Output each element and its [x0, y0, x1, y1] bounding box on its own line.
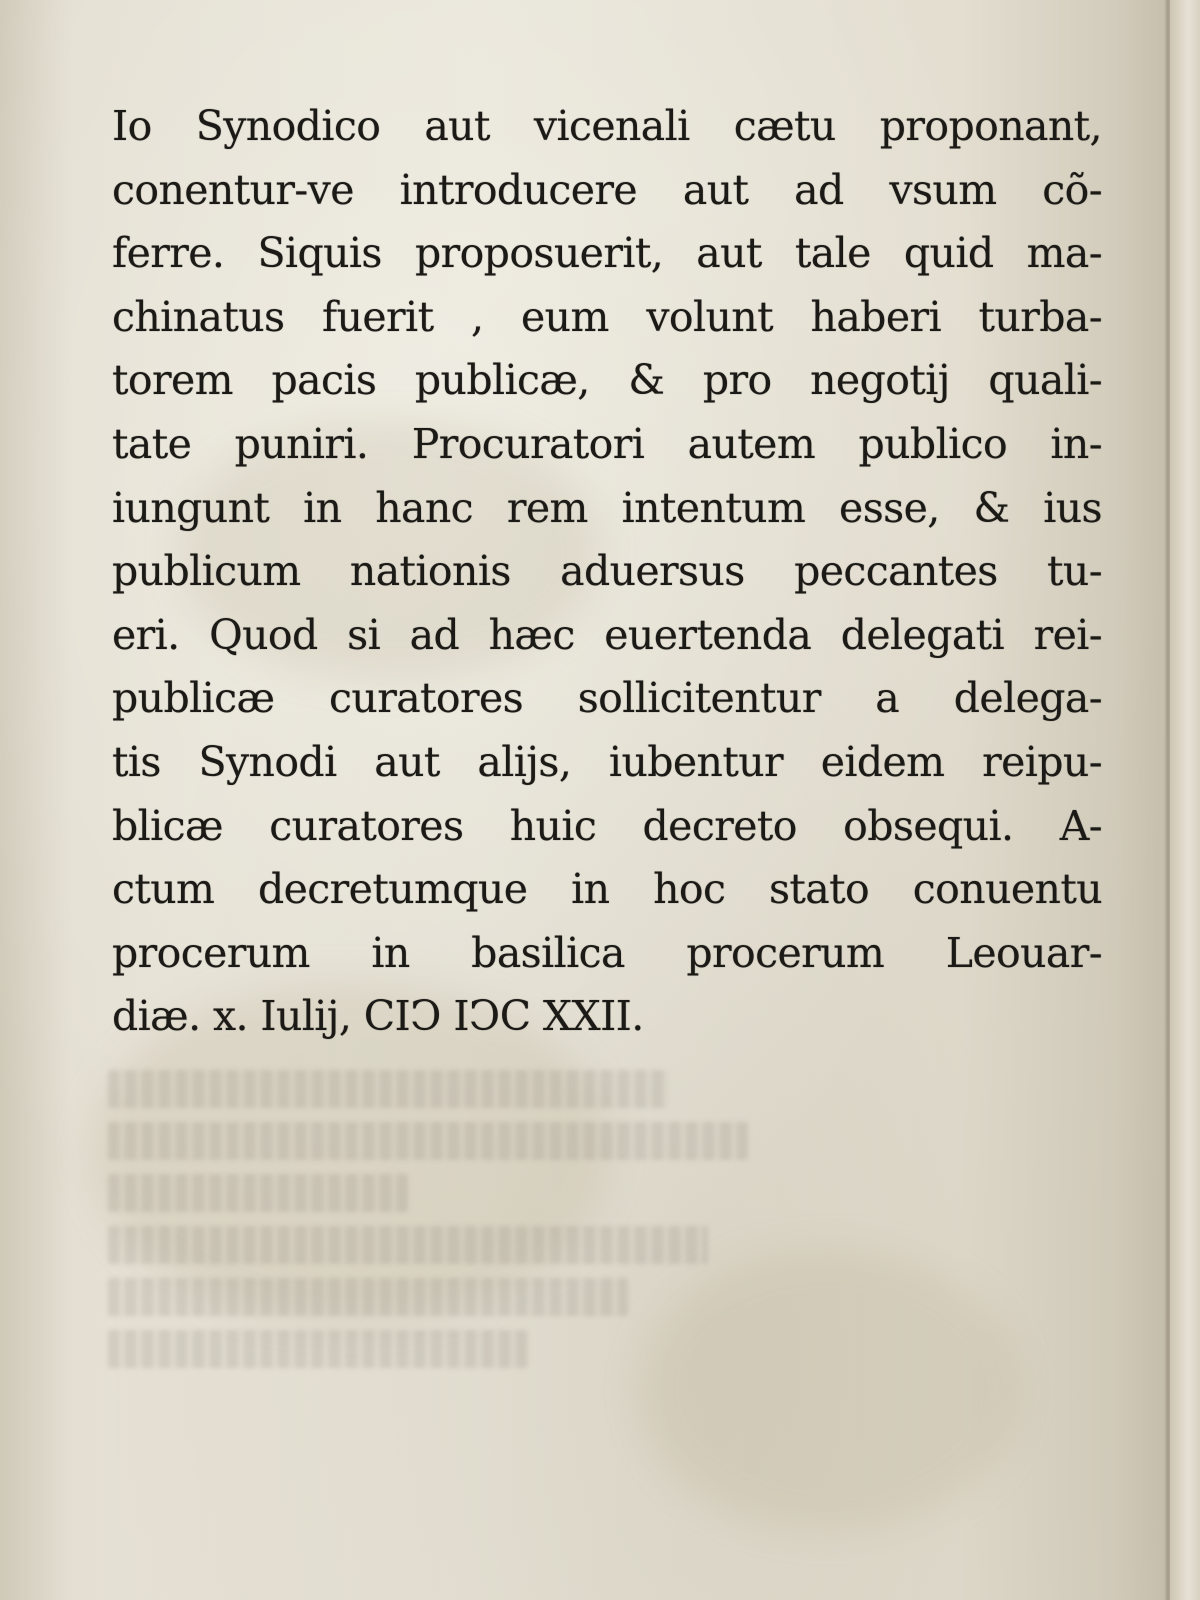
text-line: conentur-ve introducere aut ad vsum cõ- — [112, 165, 1102, 214]
text-line: tis Synodi aut alijs, iubentur eidem reipu- — [112, 737, 1102, 786]
text-line: procerum in basilica procerum Leouar- — [112, 928, 1102, 977]
text-line: eri. Quod si ad hæc euertenda delegati rei- — [112, 610, 1102, 659]
text-line: Io Synodico aut vicenali cætu proponant, — [112, 102, 1102, 150]
bleed-through-line — [108, 1226, 708, 1264]
body-text — [112, 95, 1102, 1049]
text-line: ferre. Siquis proposuerit, aut tale quid ma- — [112, 229, 1102, 278]
bleed-through-line — [108, 1122, 748, 1160]
bleed-through-line — [108, 1174, 408, 1212]
bleed-through-line — [108, 1278, 628, 1316]
text-line: blicæ curatores huic decreto obsequi. A- — [112, 801, 1102, 850]
text-line: tate puniri. Procuratori autem publico in- — [112, 419, 1102, 468]
adjacent-leaf — [1170, 0, 1200, 1600]
text-line: publicæ curatores sollicitentur a delega- — [112, 674, 1102, 723]
bleed-through-line — [108, 1330, 528, 1368]
bleed-through-line — [108, 1070, 668, 1108]
text-line: iungunt in hanc rem intentum esse, & ius — [112, 483, 1102, 532]
text-line-final: diæ. x. Iulij, CIↃ IↃC XXII. — [112, 992, 644, 1041]
text-line: ctum decretumque in hoc stato conuentu — [112, 865, 1102, 914]
text-line: torem pacis publicæ, & pro negotij quali- — [112, 356, 1102, 405]
text-line: chinatus fuerit , eum volunt haberi turba- — [112, 292, 1102, 341]
text-line: publicum nationis aduersus peccantes tu- — [112, 547, 1102, 596]
bleed-through-text — [108, 1070, 808, 1382]
